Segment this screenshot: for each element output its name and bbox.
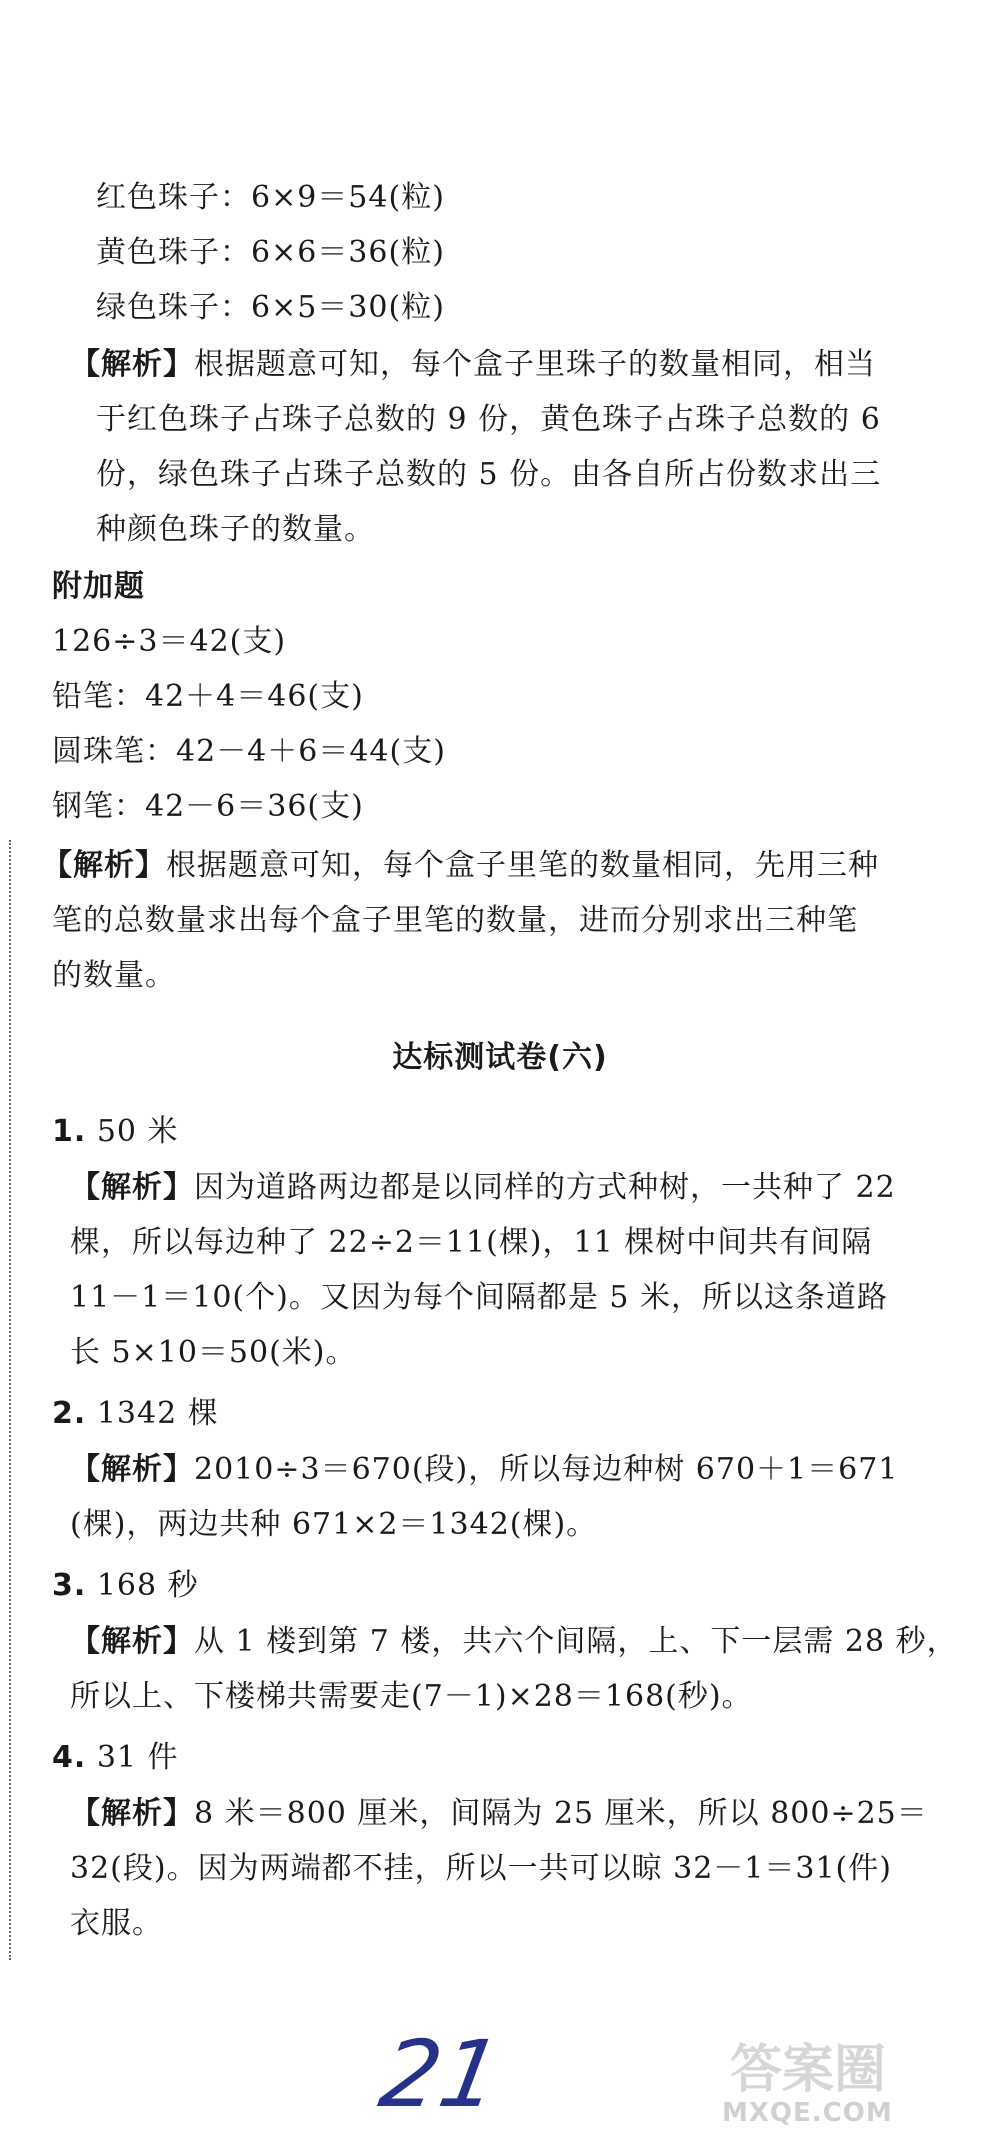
analysis-paragraph-line: 32(段)。因为两端都不挂，所以一共可以晾 32－1＝31(件) — [70, 1851, 892, 1886]
analysis-paragraph-line: 11－1＝10(个)。又因为每个间隔都是 5 米，所以这条道路 — [70, 1280, 889, 1315]
analysis-paragraph-line: 笔的总数量求出每个盒子里笔的数量，进而分别求出三种笔 — [52, 903, 858, 938]
analysis-label: 【解析】 — [70, 1796, 194, 1831]
answer-line-yellow: 黄色珠子：6×6＝36(粒) — [96, 235, 445, 270]
bonus-heading: 附加题 — [52, 569, 145, 604]
analysis-paragraph-line: 【解析】根据题意可知，每个盒子里珠子的数量相同，相当 — [70, 347, 876, 382]
bonus-line: 圆珠笔：42－4＋6＝44(支) — [52, 734, 446, 769]
analysis-paragraph-line: 棵，所以每边种了 22÷2＝11(棵)，11 棵树中间共有间隔 — [70, 1225, 873, 1260]
analysis-paragraph-line: 份，绿色珠子占珠子总数的 5 份。由各自所占份数求出三 — [96, 457, 882, 492]
question-answer: 4. 31 件 — [52, 1740, 179, 1775]
handwritten-page-number: 21 — [372, 2021, 509, 2128]
question-answer: 1. 50 米 — [52, 1114, 179, 1149]
analysis-paragraph-line: (棵)，两边共种 671×2＝1342(棵)。 — [70, 1507, 598, 1542]
analysis-paragraph-line: 所以上、下楼梯共需要走(7－1)×28＝168(秒)。 — [70, 1679, 753, 1714]
analysis-paragraph-line: 衣服。 — [70, 1906, 163, 1941]
watermark-logo: 答案圈 — [730, 2040, 887, 2100]
analysis-label: 【解析】 — [42, 848, 166, 883]
analysis-paragraph-line: 【解析】2010÷3＝670(段)，所以每边种树 670＋1＝671 — [70, 1452, 899, 1487]
analysis-paragraph-line: 于红色珠子占珠子总数的 9 份，黄色珠子占珠子总数的 6 — [96, 402, 881, 437]
analysis-paragraph-line: 【解析】8 米＝800 厘米，间隔为 25 厘米，所以 800÷25＝ — [70, 1796, 928, 1831]
question-number: 2. — [52, 1396, 87, 1431]
bonus-line: 铅笔：42＋4＝46(支) — [52, 679, 364, 714]
answer-line-green: 绿色珠子：6×5＝30(粒) — [96, 290, 445, 325]
answer-line-red: 红色珠子：6×9＝54(粒) — [96, 180, 445, 215]
analysis-label: 【解析】 — [70, 1624, 194, 1659]
analysis-paragraph-line: 【解析】因为道路两边都是以同样的方式种树，一共种了 22 — [70, 1170, 896, 1205]
question-number: 3. — [52, 1568, 87, 1603]
perforation-line — [9, 840, 11, 1960]
question-number: 4. — [52, 1740, 87, 1775]
analysis-paragraph-line: 【解析】从 1 楼到第 7 楼，共六个间隔，上、下一层需 28 秒， — [70, 1624, 958, 1659]
bonus-line: 钢笔：42－6＝36(支) — [52, 789, 364, 824]
bonus-line: 126÷3＝42(支) — [52, 624, 287, 659]
analysis-paragraph-line: 的数量。 — [52, 958, 176, 993]
question-number: 1. — [52, 1114, 87, 1149]
analysis-paragraph-line: 【解析】根据题意可知，每个盒子里笔的数量相同，先用三种 — [42, 848, 879, 883]
analysis-label: 【解析】 — [70, 1452, 194, 1487]
analysis-label: 【解析】 — [70, 1170, 194, 1205]
question-answer: 2. 1342 棵 — [52, 1396, 219, 1431]
question-answer: 3. 168 秒 — [52, 1568, 199, 1603]
analysis-paragraph-line: 种颜色珠子的数量。 — [96, 512, 375, 547]
analysis-label: 【解析】 — [70, 347, 194, 382]
section-title: 达标测试卷(六) — [392, 1040, 608, 1075]
watermark — [722, 2040, 992, 2130]
analysis-paragraph-line: 长 5×10＝50(米)。 — [70, 1335, 357, 1370]
watermark-url: MXQE.COM — [722, 2098, 893, 2128]
